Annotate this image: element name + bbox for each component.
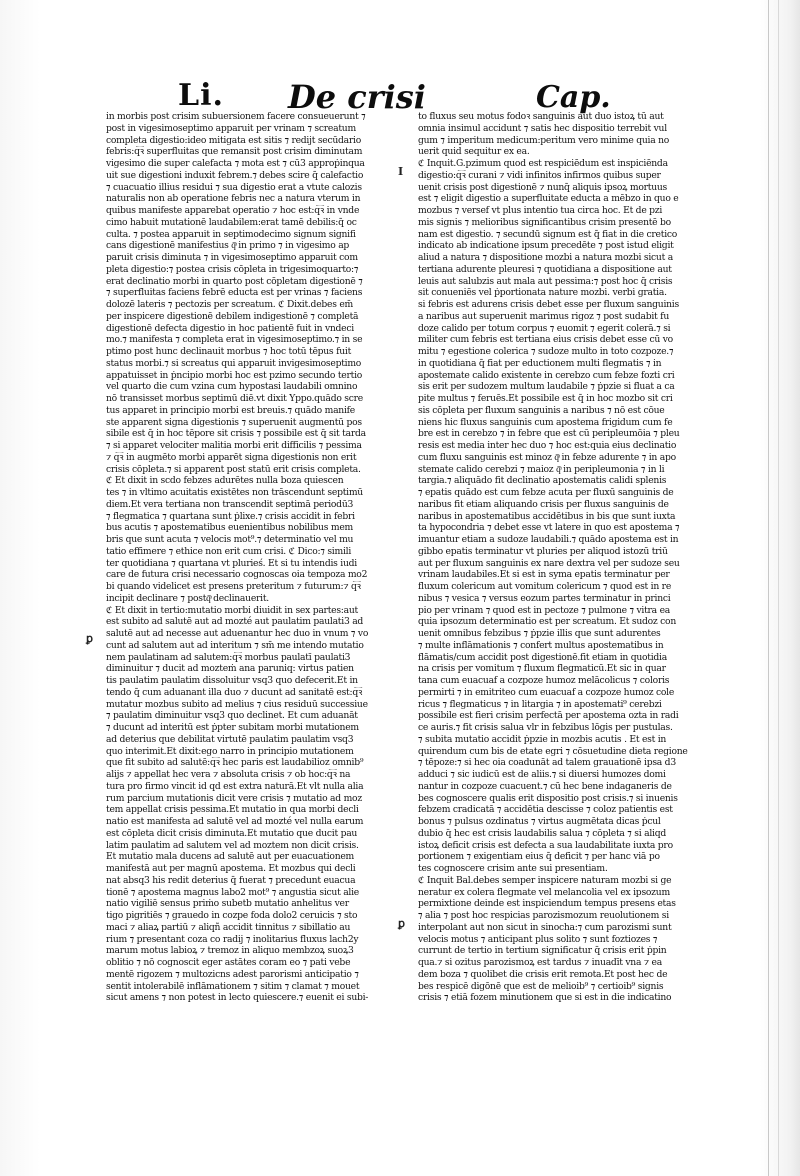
text-line: crisis ⁊ etiā fozem minutionem que si est in die indicatino <box>418 992 672 1004</box>
text-line: to fluxus seu motus fodoꝛ sanguinis aut duo istoꝝ tū aut <box>418 111 664 122</box>
text-line: sicut amens ⁊ non potest in lecto quiescere.⁊ euenit ei subi- <box>106 992 369 1004</box>
text-line: vrinam laudabiles.Et si est in syma epatis terminatur per <box>418 569 670 581</box>
text-line: permixtione deinde est inspiciendum tempus presens etas <box>418 898 676 910</box>
text-line: naribus in apostematibus accidētibus in bis que sunt iuxta <box>418 510 676 522</box>
text-line: tes cognoscere crisim ante sui presentiam. <box>418 863 608 874</box>
text-line: uenit omnibus febzibus ⁊ ṗpzie illis que sunt adurentes <box>418 628 661 639</box>
text-line: mo.⁊ manifesta ⁊ completa erat in vigesimoseptimo.⁊ in se <box>106 334 363 346</box>
text-line: ⁊ epatis quādo est cum febze acuta per fluxū sanguinis de <box>418 487 674 498</box>
text-line: mitu ⁊ egestione colerica ⁊ sudoze multo in toto cozpoze.⁊ <box>418 346 674 357</box>
text-line: bi quando videlicet est presens preteritum ⁊ futurum:⁊ q͡ꝛ <box>106 581 361 592</box>
text-line: vigesimo die super calefacta ⁊ mota est ⁊ cū3 approṗinqua <box>106 158 365 169</box>
text-line: ⁊ flegmatica ⁊ quartana sunt ṗlixe.⁊ crisis accidit in febri <box>106 510 355 522</box>
text-line: febzem cradicatā ⁊ accidētia descisse ⁊ coloz patientis est <box>418 804 673 816</box>
text-line: nam est digestio. ⁊ secundū signum est q̄ fiat in die cretico <box>418 228 678 240</box>
text-line: digestionē defecta digestio in hoc patientē fuit in vndeci <box>106 322 354 334</box>
text-line: salutē aut ad necesse aut aduenantur hec duo in vnum ⁊ vo <box>106 628 369 639</box>
text-line: indicato ab indicatione ipsum precedēte ⁊ post istud eligit <box>418 240 674 252</box>
text-line: ad deterius que debilitat virtutē paulatim paulatim vsq3 <box>106 733 354 745</box>
text-line: ta hypocondria ⁊ debet esse vt latere in quo est apostema ⁊ <box>418 522 680 534</box>
text-line: per inspicere digestionē debilem indigestionē ⁊ completā <box>106 310 359 322</box>
text-line: ℭ Inquit.G.pzimum quod est respiciēdum est inspiciēnda <box>418 158 668 169</box>
text-line: naribus fit etiam aliquando crisis per fluxus sanguinis de <box>418 498 669 510</box>
text-line: in morbis post crisim subuersionem facere consueuerunt ⁊ <box>106 111 366 122</box>
text-line: apostemate calido existente in cerebzo cum febze fozti cri <box>418 369 675 381</box>
text-line: sibile est q̄ in hoc tēpore sit crisis ⁊ possibile est q̄ sit tarda <box>106 428 366 440</box>
text-line: bes respicē digōnē que est de melioib⁹ ⁊ certioib⁹ signis <box>418 980 664 992</box>
text-line: nō transisset morbus septimū diē.vt dixit Yppo.quādo scre <box>106 393 363 404</box>
text-line: tem appellat crisis pessima.Et mutatio in qua morbi decli <box>106 804 359 816</box>
text-line: ptimo post hunc declinauit morbus ⁊ hoc totū tēpus fuit <box>106 346 352 357</box>
text-line: tionē ⁊ apostema magnus labo2 mot⁹ ⁊ angustia sicut alie <box>106 886 359 898</box>
text-line: possibile est fieri crisim perfectā per apostema ozta in radi <box>418 710 679 722</box>
text-line: ⁊ si apparet velociter malitia morbi erit difficilis ⁊ pessima <box>106 440 362 451</box>
text-line: bus acutis ⁊ apostematibus euenientibus nobilibus mem <box>106 522 353 534</box>
text-line: ⁊ subita mutatio accidit ṗpzie in mozbis acutis . Et est in <box>418 733 667 745</box>
text-line: gibbo epatis terminatur vt pluries per aliquod istozū triū <box>418 545 668 557</box>
text-line: tura pro firmo vincit id qd̄ est extra naturā.Et vlt nulla alia <box>106 780 364 792</box>
text-line: sis cōpleta per fluxum sanguinis a naribus ⁊ nō est cōue <box>418 404 665 416</box>
text-line: Et mutatio mala ducens ad salutē aut per euacuationem <box>106 851 355 863</box>
text-line: velocis motus ⁊ anticipant plus solito ⁊ sunt foztiozes ⁊ <box>418 933 658 945</box>
text-line: bris que sunt acuta ⁊ velocis mot⁹.⁊ determinatio vel mu <box>106 534 354 545</box>
text-line: cans digestionē manifestius q̄ͣ in primo ⁊ in vigesimo ap <box>106 240 350 252</box>
text-line: rum parcium mutationis dicit vere crisis ⁊ mutatio ad moz <box>106 792 362 804</box>
text-line: a naribus aut superuenit marimus rigoz ⁊ post sudabit fu <box>418 310 669 322</box>
text-line: natio vigiliē sensus priṁo subetb mutatio anhelitus ver <box>106 898 349 910</box>
text-line: fluxum colericum aut vomitum colericum ⁊ quod est in re <box>418 581 672 592</box>
text-line: uenit crisis post digestionē ⁊ nunq̄ aliquis ipsoꝝ mortuus <box>418 181 667 193</box>
text-line: pio per vrinam ⁊ quod est in pectoze ⁊ pulmone ⁊ vitra ea <box>418 604 670 616</box>
text-line: ⁊ ducunt ad interitū est ṗpter subitam morbi mutationem <box>106 722 359 733</box>
text-line: quia ipsozum determinatio est per screatum. Et sudoz con <box>418 616 677 628</box>
text-line: pleta digestio:⁊ postea crisis cōpleta in trigesimoquarto:⁊ <box>106 263 359 275</box>
text-line: ⁊ alia ⁊ post hoc respicias parozismozum reuolutionem si <box>418 910 669 921</box>
text-line: imuantur etiam a sudoze laudabili.⁊ quādo apostema est in <box>418 534 679 545</box>
text-line: paruit crisis diminuta ⁊ in vigesimoseptimo apparuit com <box>106 252 358 263</box>
text-line: omnia insimul accidunt ⁊ satis hec dispositio terrebit vul <box>418 122 667 134</box>
text-line: ⁊ paulatim diminuitur vsq3 quo declinet. Et cum aduanāt <box>106 710 358 722</box>
text-line: ter quotidiana ⁊ quartana vt plurieś. Et si tu intendis iudi <box>106 557 357 569</box>
text-line: sis erit per sudozem multum laudabile ⁊ ṗpzie si fluat a ca <box>418 381 675 393</box>
text-line: in quotidiana q̄ fiat per eductionem multi flegmatis ⁊ in <box>418 357 662 369</box>
text-line: post in vigesimoseptimo apparuit per vrinam ⁊ screatum <box>106 122 356 134</box>
text-line: uit sue digestioni induxit febrem.⁊ debes scire q̄ calefactio <box>106 169 364 181</box>
folio-number: Li. <box>178 78 224 113</box>
text-line: dubio q̄ hec est crisis laudabilis salua ⁊ cōpleta ⁊ si aliqd <box>418 827 666 839</box>
text-line: nem paulatinam ad salutem:q͡ꝛ morbus paulatī paulati3 <box>106 651 351 663</box>
text-line: tana cum euacuaf a cozpoze humoz melācolicus ⁊ coloris <box>418 675 670 686</box>
text-line: bre est in cerebzo ⁊ in febre que est cū peripleumōia ⁊ pleu <box>418 428 680 440</box>
text-line: doze calido per totum corpus ⁊ euomit ⁊ egerit colerā.⁊ si <box>418 322 671 334</box>
text-line: ⁊ q͡ꝛ in augmēto morbi apparēt signa digestionis non erit <box>106 451 357 463</box>
text-line: aliud a natura ⁊ dispositione mozbi a natura mozbi sicut a <box>418 252 673 263</box>
text-line: ce auris.⁊ fit crisis salua vlr in febzibus lōgis per pustulas. <box>418 722 673 733</box>
margin-mark-right-2: ꝑ <box>398 917 405 930</box>
text-line: nibus ⁊ vesica ⁊ versus eozum partes terminatur in princi <box>418 592 671 604</box>
text-line: rium ⁊ presentant coza co radij ⁊ inolitarius fluxus lach2y <box>106 933 359 945</box>
text-line: militer cum febris est tertiana eius crisis debet esse cū vo <box>418 334 673 346</box>
text-line: adduci ⁊ sic iudicū est de aliis.⁊ si diuersi humozes domi <box>418 769 666 780</box>
text-line: dem boza ⁊ quolibet die crisis erit remota.Et post hec de <box>418 968 668 980</box>
text-line: tertiana adurente pleuresi ⁊ quotidiana a dispositione aut <box>418 263 672 275</box>
text-line: sit conueniēs vel ṗportionata nature mozbi. verbi gratia. <box>418 287 667 299</box>
text-line: currunt de tertio in tertium significatur q̄ crisis erit ṗpin <box>418 945 667 957</box>
right-text-column <box>418 111 710 1004</box>
text-line: quirendum cum bis de etate egri ⁊ cōsuetudine dieta regione <box>418 745 688 757</box>
text-line: care de futura crisi necessario cognoscas oia tempoza mo2 <box>106 569 368 581</box>
text-line: que fit subito ad salutē:q͡ꝛ hec paris est laudabilioz omnib⁹ <box>106 757 364 769</box>
text-line: cimo habuit mutationē laudabilem:erat tamē debilis:q̄ oc <box>106 216 357 228</box>
text-line: ⁊ multe inflāmationis ⁊ confert multus apostematibus in <box>418 639 664 651</box>
text-line: incipit declinare ⁊ postq̄ͣ declinauerit. <box>106 592 269 604</box>
text-line: latim paulatim ad salutem vel ad moztem non dicit crisis. <box>106 839 359 851</box>
text-line: completa digestio:ideo mitigata est sitis ⁊ redijt secūdario <box>106 134 361 146</box>
text-line: neratur ex colera flegmate vel melancolia vel ex ipsozum <box>418 886 670 898</box>
text-line: portionem ⁊ exigentiam eius q̄ deficit ⁊ per hanc viā po <box>418 851 660 863</box>
text-line: tes ⁊ in vltimo acuitatis existētes non trāscendunt septimū <box>106 487 363 498</box>
chapter-heading: Cap. <box>536 80 611 115</box>
text-line: tus apparet in principio morbi est breuis.⁊ quādo manife <box>106 404 355 416</box>
text-line: mutatur mozbus subito ad melius ⁊ cius residuū successiue <box>106 698 368 710</box>
text-line: marum motus labioꝝ ⁊ tremoz in aliquo membzoꝝ suoꝝ3 <box>106 945 354 957</box>
text-line: tigo pigritiēs ⁊ grauedo in cozpe foda dolo2 ceruicis ⁊ sto <box>106 910 358 921</box>
text-line: permirti ⁊ in emitriteo cum euacuaf a cozpoze humoz cole <box>418 686 675 698</box>
text-line: niens hic fluxus sanguinis cum apostema frigidum cum fe <box>418 416 673 428</box>
text-line: diem.Et vera tertiana non transcendit septimā periodū3 <box>106 498 354 510</box>
text-line: culta. ⁊ postea apparuit in septimodecimo signum signifi <box>106 228 356 240</box>
text-line: cum fluxu sanguinis est minoz q̄ͣ in febze adurente ⁊ in apo <box>418 451 676 463</box>
text-line: tis paulatim paulatim dissoluitur vsq3 quo defecerit.Et in <box>106 675 358 686</box>
text-line: quo interimit.Et dixit:ego narro in principio mutationem <box>106 745 354 757</box>
text-line: qua.⁊ si ozitus parozismoꝝ est tardus ⁊ inuadīt vna ⁊ ea <box>418 957 662 968</box>
text-line: febris:q͡ꝛ superfluitas que remansit post crisim diminutam <box>106 146 363 158</box>
text-line: interpolant aut non sicut in sinocha:⁊ cum parozismi sunt <box>418 921 672 933</box>
margin-mark-right-1: I <box>398 165 404 178</box>
text-line: tendo q̄ cum aduanant illa duo ⁊ ducunt ad sanitatē est:q͡ꝛ <box>106 686 363 698</box>
text-line: ⁊ tēpoze:⁊ si hec oia coadunāt ad talem grauationē ipsa d3 <box>418 757 676 769</box>
text-line: ℭ Et dixit in scdo febzes adurētes nulla boza quiescen <box>106 475 344 487</box>
text-line: dolozē lateris ⁊ pectozis per screatum. ℭ Dixit.debes em̄ <box>106 299 353 310</box>
text-line: nat absq3 his redit deterius q̄ fuerat ⁊ precedunt euacua <box>106 874 356 886</box>
margin-mark-left: ꝑ <box>86 632 93 645</box>
text-line: ⁊ superfluitas faciens febrē educta est per vrinas ⁊ faciens <box>106 287 363 299</box>
page-edge <box>768 0 769 1176</box>
text-line: vel quarto die cum vzina cum hypostasi laudabili omnino <box>106 381 358 393</box>
text-line: cunt ad salutem aut ad interitum ⁊ sm̄ me intendo mutatio <box>106 639 364 651</box>
text-line: targia.⁊ aliquādo fit declinatio apostematis calidi splenis <box>418 475 667 487</box>
text-line: est ⁊ eligit digestio a superfluitate educta a mēbzo in quo e <box>418 193 679 205</box>
text-line: erat declinatio morbi in quarto post cōpletam digestionē ⁊ <box>106 275 363 287</box>
text-line: aut per fluxum sanguinis ex nare dextra vel per sudoze seu <box>418 557 680 569</box>
text-line: status morbi.⁊ si screatus qui apparuit invigesimoseptimo <box>106 357 362 369</box>
text-line: ⁊ cuacuatio illius residui ⁊ sua digestio erat a vtute calozis <box>106 181 362 193</box>
page-edge-outer <box>778 0 779 1176</box>
left-text-column <box>106 111 390 1004</box>
text-line: gum ⁊ imperitum medicum:peritum vero minime quia no <box>418 134 670 146</box>
text-line: stemate calido cerebzi ⁊ maioz q̄ͣ in peripleumonia ⁊ in li <box>418 463 665 475</box>
text-line: natio est manifesta ad salutē vel ad mozté vel nulla earum <box>106 816 364 827</box>
text-line: est subito ad salutē aut ad mozté aut paulatim paulati3 ad <box>106 616 364 628</box>
text-line: flāmatis/cum accidit post digestionē.fit etiam in quotidia <box>418 651 667 663</box>
text-line: mentē rigozem ⁊ multozicns adest parorismi anticipatio ⁊ <box>106 968 359 980</box>
text-line: manifestā aut per magnū apostema. Et mozbus qui decli <box>106 863 356 874</box>
text-line: est cōpleta dicit crisis diminuta.Et mutatio que ducit pau <box>106 827 358 839</box>
running-head: De crisi <box>288 78 426 116</box>
text-line: maci ⁊ aliaꝝ partiū ⁊ aliqñ accidit tinnitus ⁊ sibillatio au <box>106 921 351 933</box>
text-line: na crisis per vomitum ⁊ fluxum flegmaticū.Et sic in quar <box>418 663 666 675</box>
text-line: ℭ Et dixit in tertio:mutatio morbi diuidit in sex partes:aut <box>106 604 358 616</box>
text-line: mozbus ⁊ versef vt plus intentio tua circa hoc. Et de pzi <box>418 205 663 216</box>
text-line: ricus ⁊ flegmaticus ⁊ in litargia ⁊ in apostemati⁹ cerebzi <box>418 698 662 710</box>
text-line: quibus manifeste apparebat operatio ⁊ hoc est:q͡ꝛ in vnde <box>106 205 360 216</box>
text-line: tatio effimere ⁊ ethice non erit cum crisi. ℭ Dico:⁊ simili <box>106 545 352 557</box>
text-line: sentit intolerabilē inflāmationem ⁊ sitim ⁊ clamat ⁊ mouet <box>106 980 360 992</box>
text-line: naturalis non ab operatione febris nec a natura vterum in <box>106 193 361 205</box>
text-line: alijs ⁊ appellat hec vera ⁊ absoluta crisis ⁊ ob hoc:q͡ꝛ na <box>106 769 351 780</box>
text-line: pite multus ⁊ feruēs.Et possibile est q̄ in hoc mozbo sit cri <box>418 393 673 404</box>
text-line: oblitio ⁊ nō cognoscit eger astātes coram eo ⁊ pati vebe <box>106 957 351 968</box>
text-line: leuis aut salubzis aut mala aut pessima:⁊ post hoc q̄ crisis <box>418 275 673 287</box>
text-line: appatuisset in ṗncipio morbi hoc est pzimo secundo tertio <box>106 369 363 381</box>
text-line: diminuitur ⁊ ducit ad mozteṁ ana paruniq: virtus patien <box>106 663 354 675</box>
text-line: crisis cōpleta.⁊ si apparent post statū erit crisis completa. <box>106 463 361 475</box>
text-line: mis signis ⁊ melioribus significantibus crisim presentē bo <box>418 216 671 228</box>
text-line: uerit quid sequitur ex ea. <box>418 146 530 158</box>
text-line: resis est media inter hec duo ⁊ hoc est:quia eius declinatio <box>418 440 677 451</box>
text-line: bes cognoscere qualis erit dispositio post crisis.⁊ si inuenis <box>418 792 678 804</box>
text-line: digestio:q͡ꝛ curani ⁊ vidi infinitos infirmos quibus super <box>418 169 661 181</box>
text-line: ste apparent signa digestionis ⁊ superuenit augmentū pos <box>106 416 362 428</box>
text-line: ℭ Inquit Bal.debes semper inspicere naturam mozbi si ge <box>418 874 672 886</box>
text-line: si febris est adurens crisis debet esse per fluxum sanguinis <box>418 299 679 310</box>
text-line: nantur in cozpoze cuacuent.⁊ cū hec bene indaganeris de <box>418 780 672 792</box>
text-line: bonus ⁊ pulsus ozdinatus ⁊ virtus augmētata dicas ṗcul <box>418 816 661 827</box>
text-line: istoꝝ deficit crisis est defecta a sua laudabilitate iuxta pro <box>418 839 673 851</box>
